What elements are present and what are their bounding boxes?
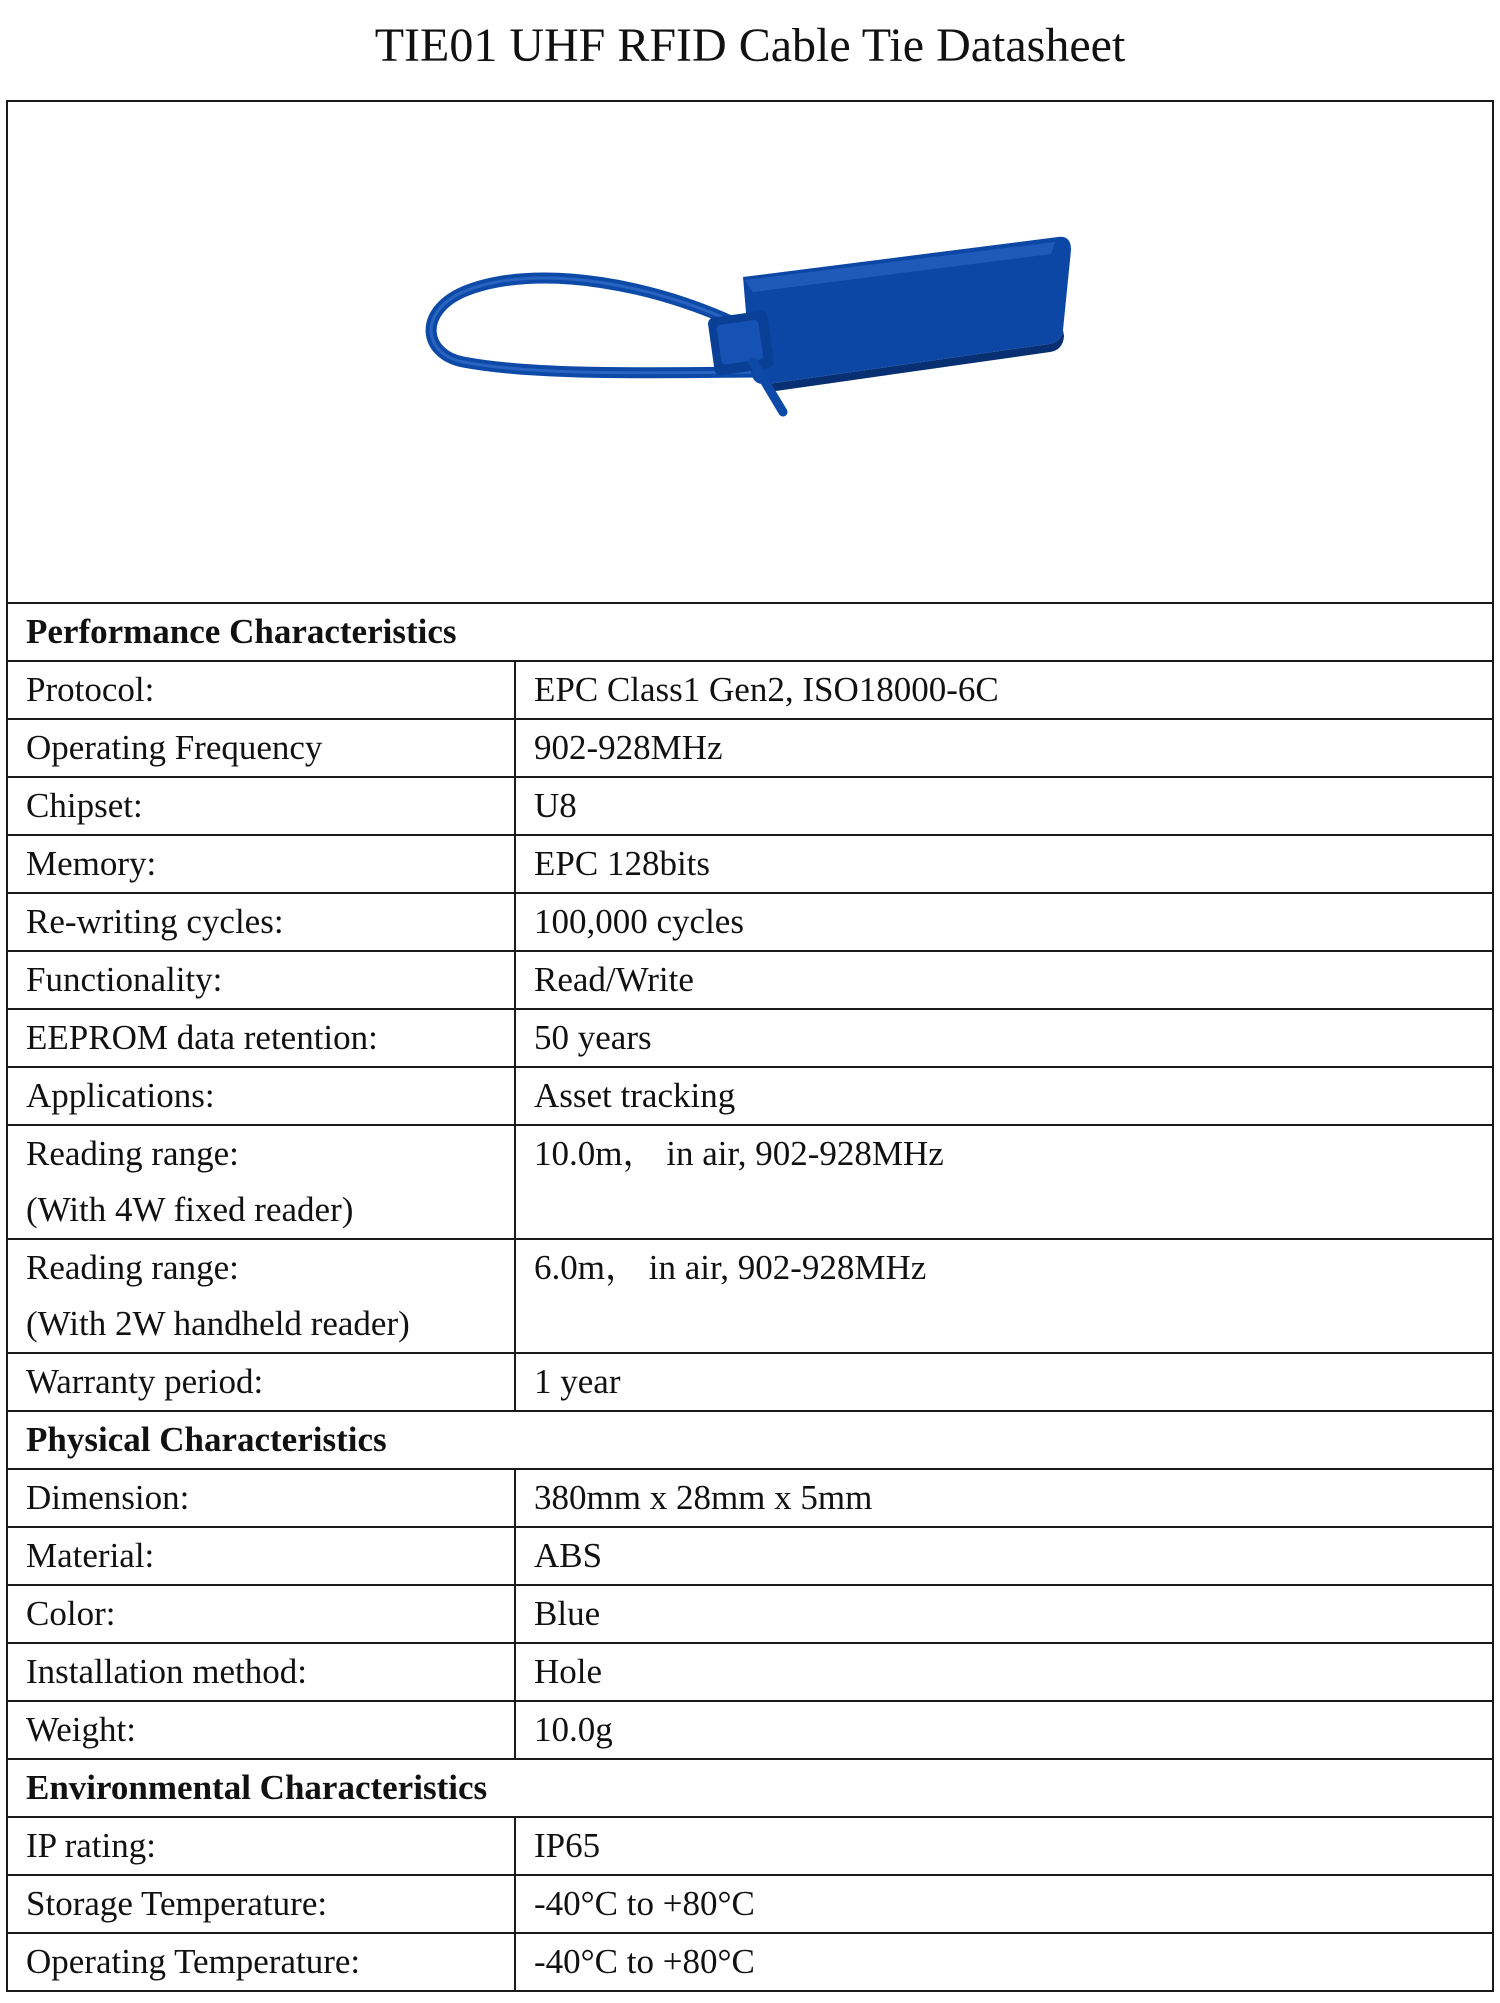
spec-value: 10.0g: [515, 1701, 1493, 1759]
spec-row: [7, 1643, 1493, 1701]
spec-value: Hole: [515, 1643, 1493, 1701]
page-title: TIE01 UHF RFID Cable Tie Datasheet: [374, 19, 1126, 72]
spec-row: [7, 719, 1493, 777]
spec-row: [7, 1875, 1493, 1933]
spec-label-cell: [7, 777, 515, 835]
spec-label: Weight:: [26, 1710, 136, 1749]
spec-label: EEPROM data retention:: [26, 1018, 378, 1057]
spec-row: [7, 1527, 1493, 1585]
spec-label-cell: [7, 661, 515, 719]
spec-row: [7, 777, 1493, 835]
blue-rfid-cable-tie-image: [423, 122, 1083, 582]
spec-value: ABS: [515, 1527, 1493, 1585]
spec-label-cell: [7, 1933, 515, 1991]
spec-value: -40°C to +80°C: [515, 1933, 1493, 1991]
spec-row: [7, 893, 1493, 951]
spec-label-cell: [7, 835, 515, 893]
spec-label-cell: [7, 893, 515, 951]
spec-value: 380mm x 28mm x 5mm: [515, 1469, 1493, 1527]
spec-label-cell: [7, 1643, 515, 1701]
spec-row: [7, 1933, 1493, 1991]
spec-row: [7, 661, 1493, 719]
spec-label: Functionality:: [26, 960, 223, 999]
spec-row: [7, 1817, 1493, 1875]
spec-value: -40°C to +80°C: [515, 1875, 1493, 1933]
spec-label: Operating Temperature:: [26, 1942, 361, 1981]
spec-label: IP rating:: [26, 1826, 156, 1865]
spec-label-cell: [7, 1701, 515, 1759]
spec-row: [7, 835, 1493, 893]
spec-label: Material:: [26, 1536, 155, 1575]
spec-label-cell: [7, 1817, 515, 1875]
spec-label: Installation method:: [26, 1652, 307, 1691]
spec-value: 10.0m， in air, 902-928MHz: [515, 1125, 1493, 1239]
spec-label-cell: [7, 1239, 515, 1353]
spec-value: 1 year: [515, 1353, 1493, 1411]
spec-label-cell: [7, 1009, 515, 1067]
section-header-row: [7, 603, 1493, 661]
spec-value: 100,000 cycles: [515, 893, 1493, 951]
spec-value: Read/Write: [515, 951, 1493, 1009]
spec-row: [7, 1125, 1493, 1239]
spec-row: [7, 1009, 1493, 1067]
spec-value: IP65: [515, 1817, 1493, 1875]
spec-row: [7, 1067, 1493, 1125]
section-heading: Performance Characteristics: [7, 603, 1493, 661]
spec-value: EPC Class1 Gen2, ISO18000-6C: [515, 661, 1493, 719]
spec-row: [7, 1239, 1493, 1353]
spec-label: Color:: [26, 1594, 116, 1633]
spec-label: Applications:: [26, 1076, 215, 1115]
spec-label: Memory:: [26, 844, 157, 883]
spec-label: Warranty period:: [26, 1362, 264, 1401]
section-heading: Environmental Characteristics: [7, 1759, 1493, 1817]
spec-value: 902-928MHz: [515, 719, 1493, 777]
spec-label: Operating Frequency: [26, 728, 323, 767]
spec-value: U8: [515, 777, 1493, 835]
spec-label-cell: [7, 1067, 515, 1125]
section-heading: Physical Characteristics: [7, 1411, 1493, 1469]
spec-label: Re-writing cycles:: [26, 902, 284, 941]
spec-value: 6.0m， in air, 902-928MHz: [515, 1239, 1493, 1353]
section-header-row: [7, 1759, 1493, 1817]
spec-label-cell: [7, 951, 515, 1009]
spec-label: Storage Temperature:: [26, 1884, 328, 1923]
spec-label: Dimension:: [26, 1478, 190, 1517]
spec-label-cell: [7, 1527, 515, 1585]
spec-value: EPC 128bits: [515, 835, 1493, 893]
spec-label-note: (With 4W fixed reader): [26, 1190, 354, 1229]
spec-label: Chipset:: [26, 786, 143, 825]
spec-label-cell: [7, 1469, 515, 1527]
spec-row: [7, 1701, 1493, 1759]
spec-row: [7, 1353, 1493, 1411]
product-image-row: [7, 101, 1493, 603]
datasheet-table: [6, 100, 1494, 1992]
spec-label-note: (With 2W handheld reader): [26, 1304, 410, 1343]
section-header-row: [7, 1411, 1493, 1469]
spec-label-cell: [7, 1353, 515, 1411]
product-image-cell: [7, 101, 1493, 603]
spec-label-cell: [7, 719, 515, 777]
spec-row: [7, 951, 1493, 1009]
spec-row: [7, 1585, 1493, 1643]
spec-label: Reading range:: [26, 1134, 239, 1173]
spec-label: Protocol:: [26, 670, 155, 709]
spec-label-cell: [7, 1125, 515, 1239]
spec-label-cell: [7, 1875, 515, 1933]
spec-label: Reading range:: [26, 1248, 239, 1287]
spec-value: 50 years: [515, 1009, 1493, 1067]
spec-row: [7, 1469, 1493, 1527]
spec-value: Asset tracking: [515, 1067, 1493, 1125]
spec-value: Blue: [515, 1585, 1493, 1643]
spec-label-cell: [7, 1585, 515, 1643]
